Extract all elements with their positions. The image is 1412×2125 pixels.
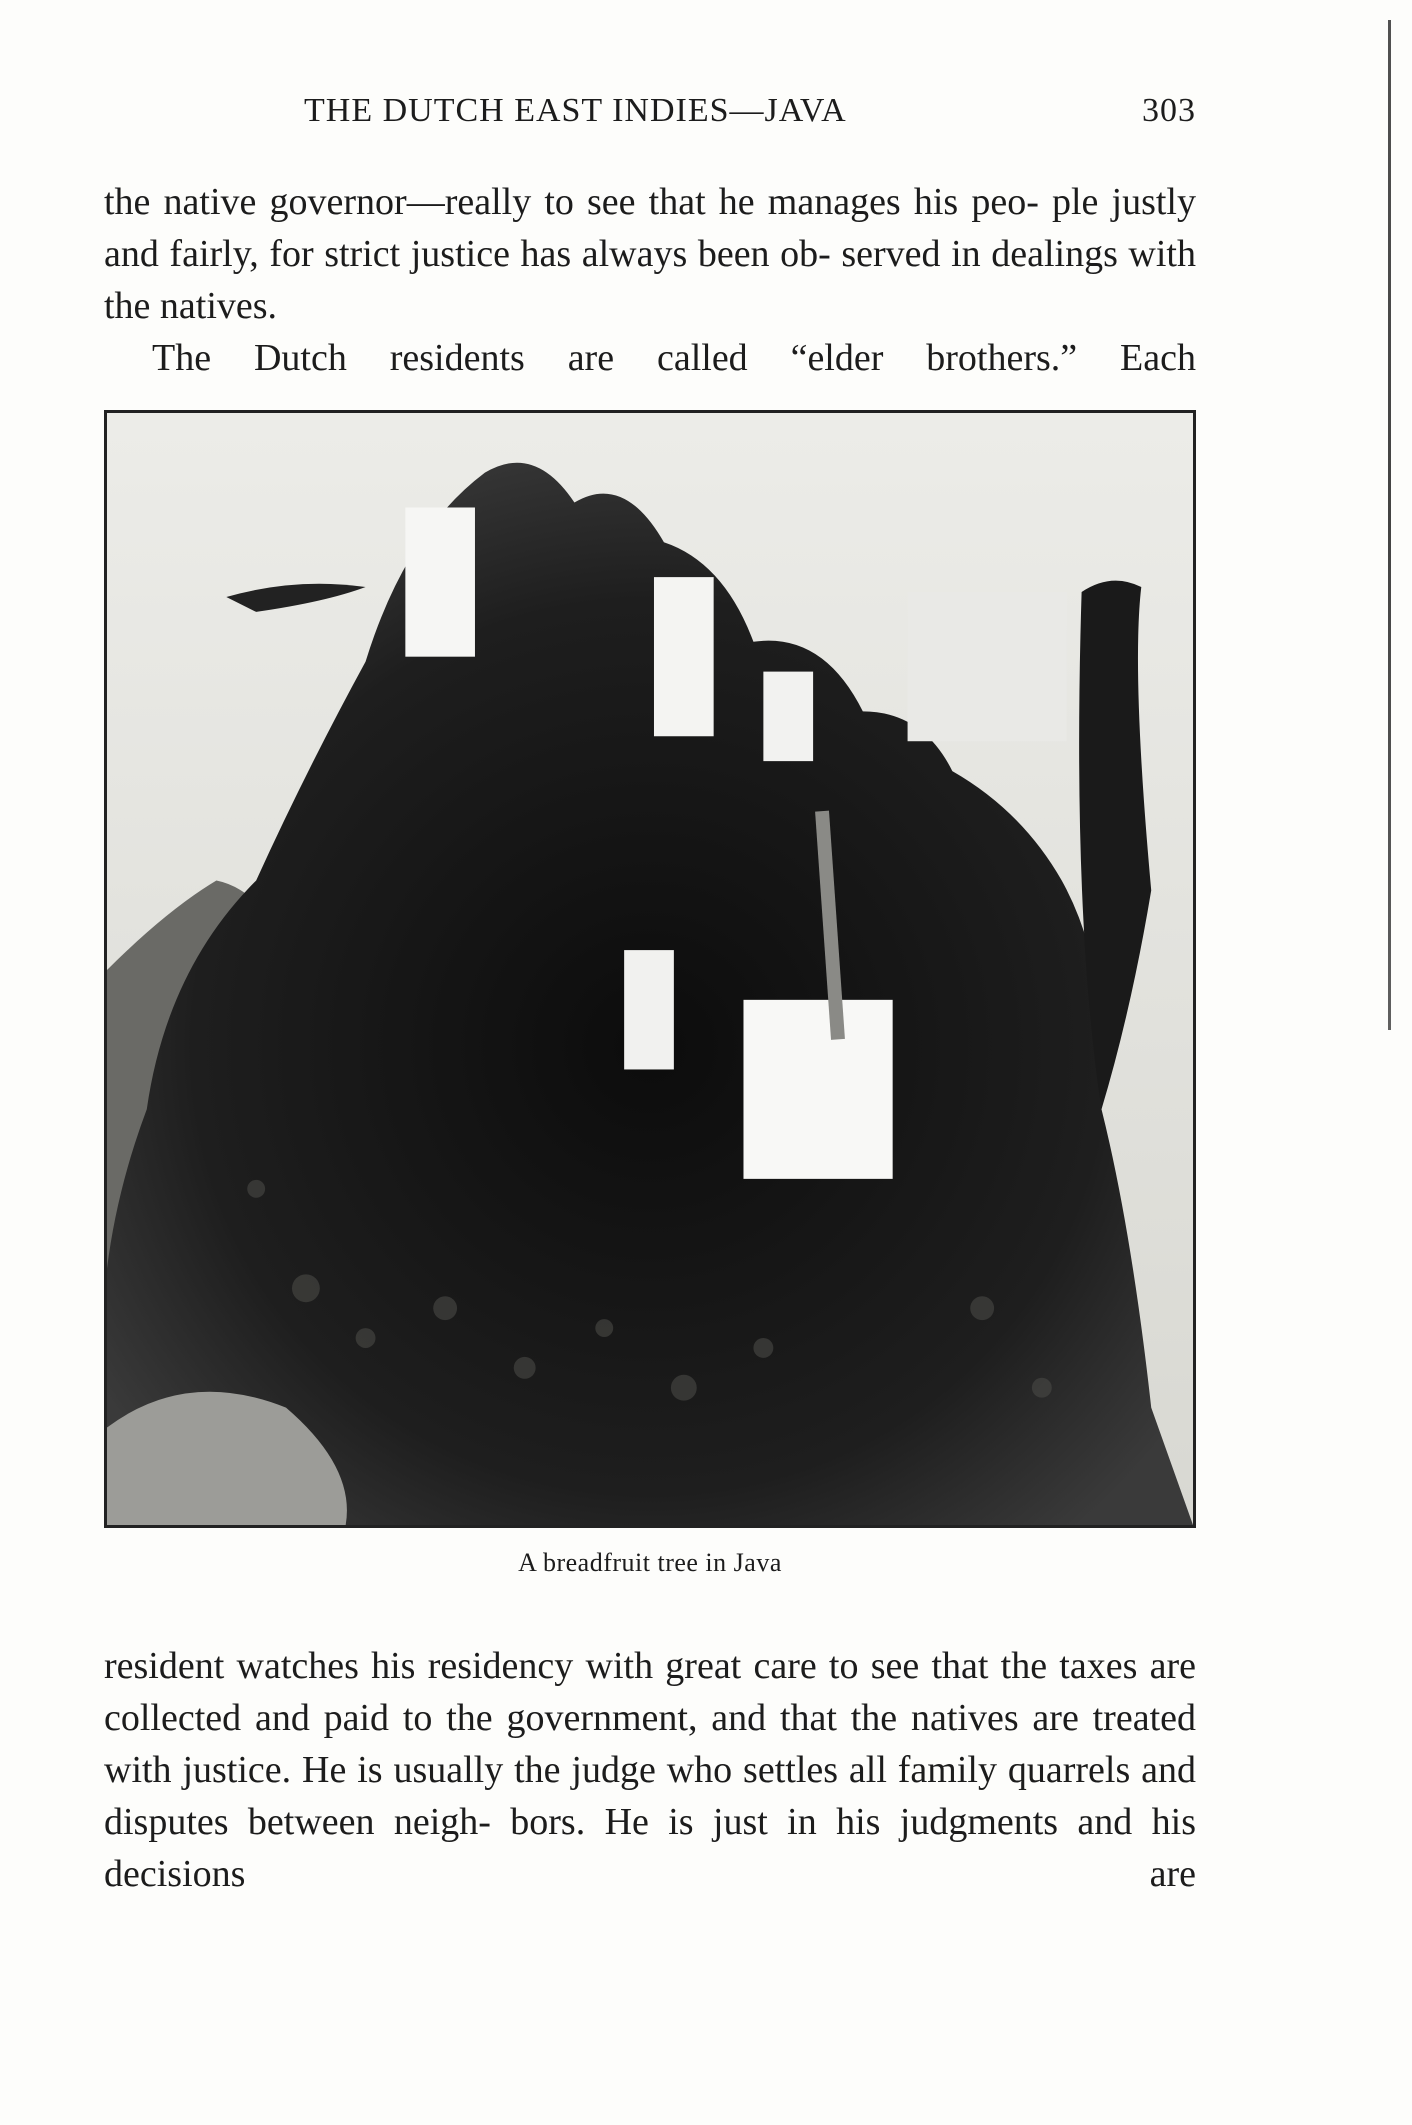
running-head: THE DUTCH EAST INDIES—JAVA <box>304 92 847 129</box>
paragraph: resident watches his residency with great care to see that the taxes are collected and paid to the government, and that the natives are treated with justice. He is usually the judge who settles all family quarrels and disputes between neigh- bors. He is just in his judgments and his decisions are <box>104 1645 1196 1895</box>
page-header <box>104 92 1196 142</box>
breadfruit-photo <box>104 410 1196 1528</box>
bottom-text-block <box>104 1640 1196 1900</box>
photo-illustration <box>107 413 1193 1525</box>
top-text-block <box>104 176 1196 384</box>
paragraph: the native governor—really to see that he manages his peo- ple justly and fairly, for strict justice has always been ob- served in dealings with the natives. <box>104 181 1196 327</box>
page-edge-shadow <box>1388 20 1391 1030</box>
paragraph: The Dutch residents are called “elder brothers.” Each <box>152 337 1196 379</box>
page-number: 303 <box>1142 92 1196 129</box>
figure-caption: A breadfruit tree in Java <box>518 1548 782 1577</box>
